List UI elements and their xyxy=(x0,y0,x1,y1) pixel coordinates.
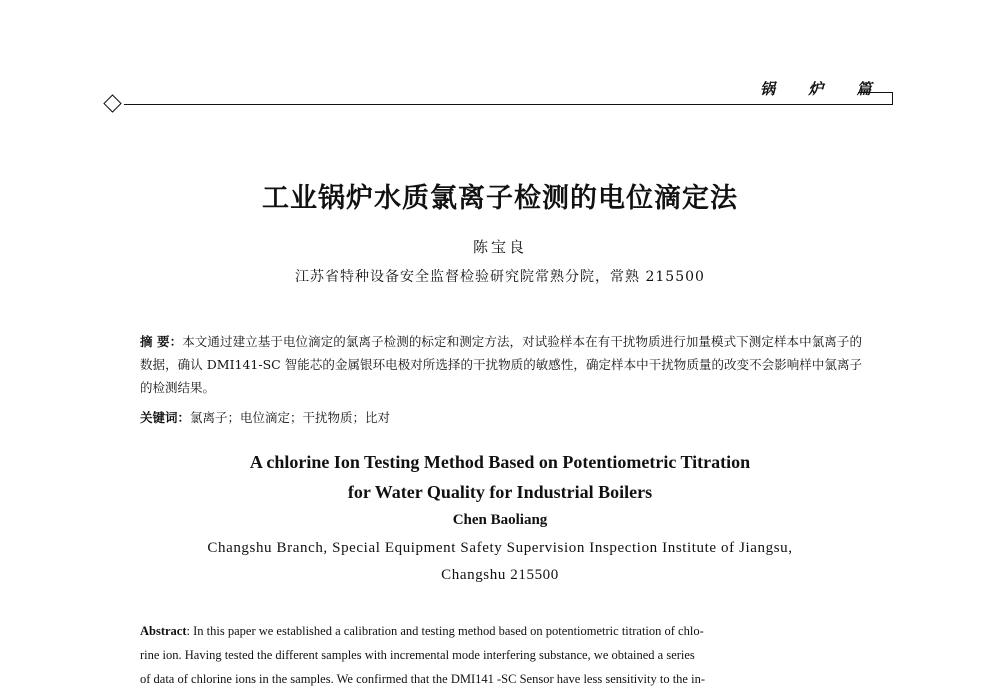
title-english-line-2: for Water Quality for Industrial Boilers xyxy=(347,482,653,502)
title-chinese: 工业锅炉水质氯离子检测的电位滴定法 xyxy=(262,183,738,214)
author-english: Chen Baoliang xyxy=(452,512,548,528)
title-english-line-1: A chlorine Ion Testing Method Based on Potentiometric Titration xyxy=(249,452,751,472)
abstract-english-line-3: of data of chlorine ions in the samples. We confirmed that the DMI141 -SC Sensor have less sensitivity to the in- xyxy=(140,672,705,686)
affiliation-english-line-1: Changshu Branch, Special Equipment Safety Supervision Inspection Institute of Jiangsu, xyxy=(207,540,793,556)
abstract-english-label: Abstract xyxy=(140,624,187,638)
keywords-chinese xyxy=(140,406,862,429)
header-rule-end-bracket xyxy=(858,92,893,105)
affiliation-english-line-2: Changshu 215500 xyxy=(441,567,559,583)
diamond-ornament-icon xyxy=(103,94,121,112)
abstract-english-line-2: rine ion. Having tested the different samples with incremental mode interfering substance, we obtained a series xyxy=(140,648,695,662)
affiliation-chinese: 江苏省特种设备安全监督检验研究院常熟分院，常熟 215500 xyxy=(295,269,705,285)
abstract-chinese-text: 本文通过建立基于电位滴定的氯离子检测的标定和测定方法，对试验样本在有干扰物质进行加量模式下测定样本中氯离子的数据，确认 DMI141-SC 智能芯的金属银环电极对所选择的干扰物质的敏感性，确定样本中干扰物质量的改变不会影响样中氯离子的检测结果。 xyxy=(140,334,862,395)
abstract-english xyxy=(140,619,862,691)
abstract-english-line-1 xyxy=(140,619,862,643)
author-chinese: 陈宝良 xyxy=(472,238,527,256)
abstract-chinese xyxy=(140,330,862,399)
abstract-chinese-label: 摘 要： xyxy=(140,334,183,349)
abstract-english-text-1: In this paper we established a calibration and testing method based on potentiometric titration of chlo- xyxy=(193,624,704,638)
keywords-chinese-label: 关键词： xyxy=(140,410,191,425)
running-header-section-label: 锅 炉 篇 xyxy=(760,80,886,98)
header-rule xyxy=(124,104,872,105)
keywords-chinese-text: 氯离子；电位滴定；干扰物质；比对 xyxy=(190,410,391,425)
abstract-english-separator: : xyxy=(186,624,194,638)
